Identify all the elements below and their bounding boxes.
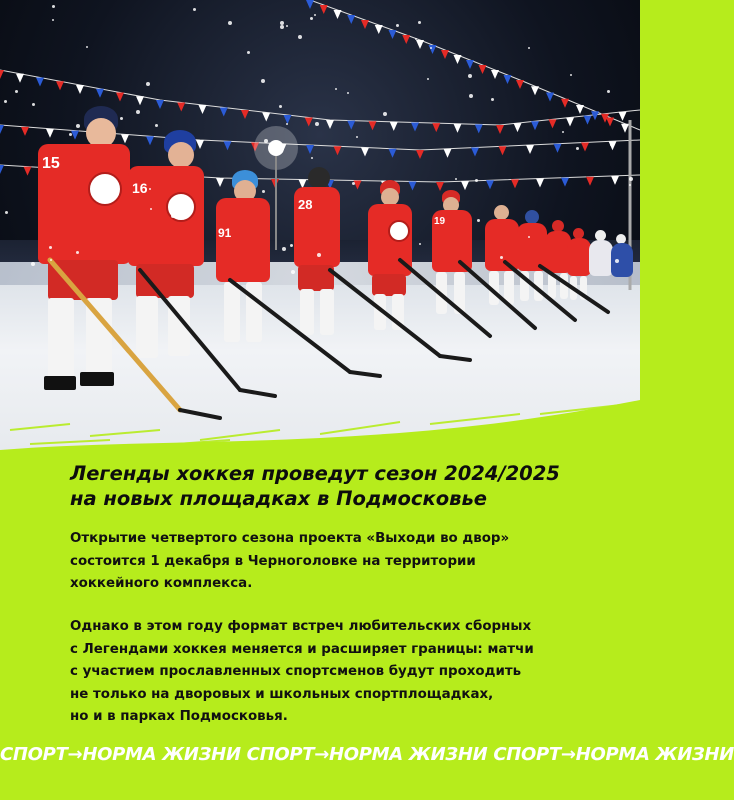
snowflake [261,79,265,83]
snowflake [419,243,421,245]
snowflake [356,136,358,138]
snowflake [455,178,457,180]
snowflake [311,157,313,159]
snowflake [468,74,472,78]
snowflake [418,21,421,24]
snowflake [32,103,35,106]
snowflake [262,190,265,193]
snowflake [629,184,631,186]
snowflake [4,100,7,103]
jersey-number: 15 [42,155,60,172]
snowflake [228,21,232,25]
snowflake [52,19,54,21]
snowflake [347,92,349,94]
paragraph-2-line: с Легендами хоккея меняется и расширяет границы: матчи [70,641,534,657]
snowflake [475,179,478,182]
snowflake [150,208,152,210]
snowflake [120,117,123,120]
snowflake [279,105,282,108]
paragraph-1 [70,528,610,596]
snowflake [570,74,572,76]
snowflake [282,247,286,251]
snowflake [5,211,8,214]
snowflake [352,182,355,185]
jersey-number: 19 [434,216,446,227]
snowflake [626,124,628,126]
snowflake [52,5,55,8]
snowflake [76,124,80,128]
snowflake [291,270,295,274]
paragraph-2-line: не только на дворовых и школьных спортплощадках, [70,686,494,702]
snowflake [49,246,52,249]
slogan-ticker: СПОРТ→НОРМА ЖИЗНИ СПОРТ→НОРМА ЖИЗНИ СПОРТ→НОРМА ЖИЗНИ [0,744,734,765]
snowflake [415,38,417,40]
snowflake [193,8,196,11]
headline-line-1: Легенды хоккея проведут сезон 2024/2025 [70,462,560,485]
paragraph-2-line: Однако в этом году формат встреч любительских сборных [70,619,532,634]
paragraph-1-line: хоккейного комплекса. [70,576,253,591]
jersey-number: 91 [218,226,232,240]
snowflake [477,219,480,222]
snowflake [264,139,268,143]
snowflake [15,90,18,93]
snowflake [315,122,319,126]
paragraph-1-line: состоится 1 декабря в Черноголовке на территории [70,553,476,569]
hero-photo [0,0,640,450]
snowflake [286,25,288,27]
paragraph-2-line: с участием прославленных спортсменов будут проходить [70,664,522,679]
snowflake [86,46,88,48]
snowflake [146,82,150,86]
snowflake [280,25,284,29]
snowflake [396,24,399,27]
snowflake [314,14,316,16]
snowflake [383,112,387,116]
jersey-number: 28 [298,197,313,212]
snowflake [607,90,610,93]
snowflake [286,123,288,125]
snowflake [430,47,432,49]
snowflake [427,78,429,80]
snowflake [310,17,313,20]
snowflake [247,51,250,54]
snowflake [149,188,151,190]
paragraph-2-line: но и в парках Подмосковья. [70,709,288,724]
snowflake [280,21,284,25]
snowflake [50,259,52,261]
snowflake [290,244,293,247]
snowflake [576,147,579,150]
snowflake [136,110,140,114]
jersey-number: 16 [132,180,148,196]
snowflake [610,144,612,146]
snowflake [171,214,175,218]
paragraph-1-line: Открытие четвертого сезона проекта «Выходи во двор» [70,531,510,546]
snowflake [528,236,530,238]
headline [70,461,630,511]
snowflake [528,47,530,49]
snowflake [500,256,503,259]
snowflake [335,88,337,90]
snowflake [69,133,72,136]
snowflake [155,124,158,127]
snowflake [562,131,564,133]
snowflake [491,98,494,101]
snowflake [98,197,102,201]
snowflake [31,262,35,266]
headline-line-2: на новых площадках в Подмосковье [70,487,488,510]
snowflake [615,259,619,263]
snowflake [298,35,302,39]
hockey-sticks [0,0,640,450]
snowflake [629,177,633,181]
snowflake [76,251,79,254]
snowflake [469,94,473,98]
paragraph-2 [70,616,610,729]
snowflake [317,253,321,257]
